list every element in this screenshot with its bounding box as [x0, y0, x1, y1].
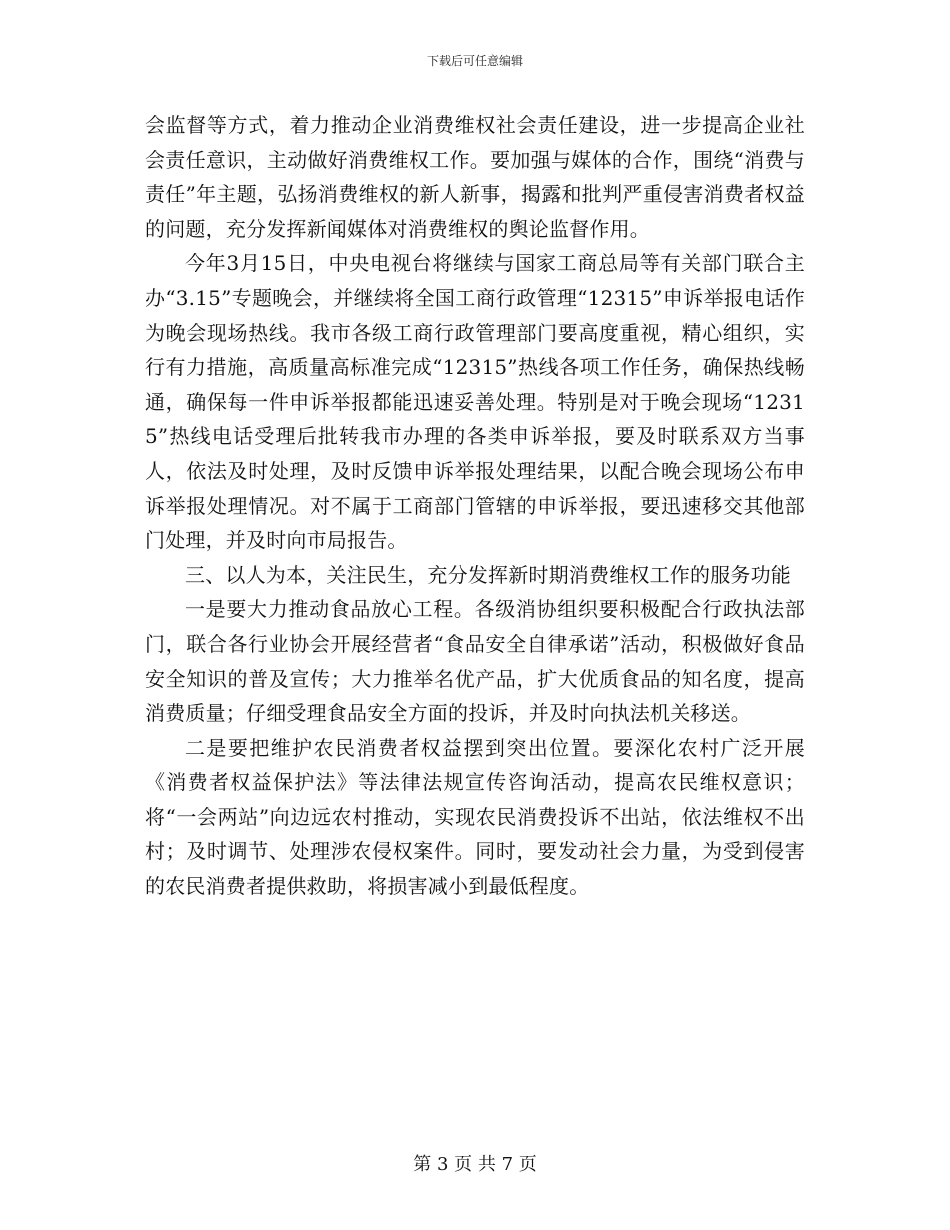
paragraph-rural-consumers: 二是要把维护农民消费者权益摆到突出位置。要深化农村广泛开展《消费者权益保护法》等法律法规宣传咨询活动，提高农民维权意识；将“一会两站”向边远农村推动，实现农民消费投诉不出站，依法维权不出村；及时调节、处理涉农侵权案件。同时，要发动社会力量，为受到侵害的农民消费者提供救助，将损害减小到最低程度。	[145, 735, 805, 899]
paragraph-hotline: 今年3月15日，中央电视台将继续与国家工商总局等有关部门联合主办“3.15”专题晚会，并继续将全国工商行政管理“12315”申诉举报电话作为晚会现场热线。我市各级工商行政管理部门要高度重视，精心组织，实行有力措施，高质量高标准完成“12315”热线各项工作任务，确保热线畅通，确保每一件申诉举报都能迅速妥善处理。特别是对于晚会现场“12315”热线电话受理后批转我市办理的各类申诉举报，要及时联系双方当事人，依法及时处理，及时反馈申诉举报处理结果，以配合晚会现场公布申诉举报处理情况。对不属于工商部门管辖的申诉举报，要迅速移交其他部门处理，并及时向市局报告。	[145, 251, 805, 553]
page-number-footer: 第 3 页 共 7 页	[413, 1154, 537, 1175]
page-header: 下载后可任意编辑	[426, 54, 523, 68]
section-heading-3: 三、以人为本，关注民生，充分发挥新时期消费维权工作的服务功能	[185, 562, 791, 587]
paragraph-food-safety: 一是要大力推动食品放心工程。各级消协组织要积极配合行政执法部门，联合各行业协会开展经营者“食品安全自律承诺”活动，积极做好食品安全知识的普及宣传；大力推举名优产品，扩大优质食品的知名度，提高消费质量；仔细受理食品安全方面的投诉，并及时向执法机关移送。	[145, 597, 805, 726]
paragraph-continuation: 会监督等方式，着力推动企业消费维权社会责任建设，进一步提高企业社会责任意识，主动做好消费维权工作。要加强与媒体的合作，围绕“消费与责任”年主题，弘扬消费维权的新人新事，揭露和批判严重侵害消费者权益的问题，充分发挥新闻媒体对消费维权的舆论监督作用。	[145, 113, 805, 241]
document-body	[145, 108, 805, 904]
